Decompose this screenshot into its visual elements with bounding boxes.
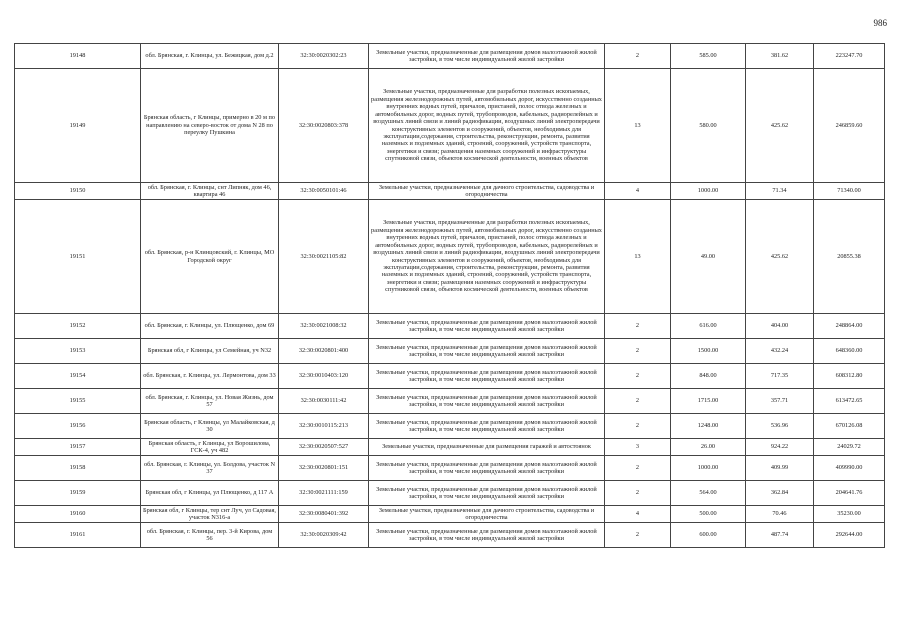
area-cell: 580.00 [671,69,746,183]
specific-value-cell: 425.62 [746,200,814,314]
area-cell: 49.00 [671,200,746,314]
usage-group-cell: 2 [605,389,671,414]
cadastral-value-cell: 35230.00 [814,506,885,523]
cadastral-value-cell: 248864.00 [814,314,885,339]
cadastral-number-cell: 32:30:0021111:159 [279,481,369,506]
record-id-cell: 19155 [15,389,141,414]
area-cell: 500.00 [671,506,746,523]
table-row [15,364,885,389]
usage-group-cell: 4 [605,506,671,523]
usage-group-cell: 2 [605,314,671,339]
cadastral-number-cell: 32:30:0020309:42 [279,523,369,548]
table-row [15,183,885,200]
area-cell: 1715.00 [671,389,746,414]
area-cell: 564.00 [671,481,746,506]
table-row [15,314,885,339]
specific-value-cell: 357.71 [746,389,814,414]
area-cell: 848.00 [671,364,746,389]
record-id-cell: 19157 [15,439,141,456]
record-id-cell: 19161 [15,523,141,548]
usage-group-cell: 2 [605,456,671,481]
specific-value-cell: 362.84 [746,481,814,506]
address-cell: Брянская область, г Клинцы, ул Малайковская, д 30 [141,414,279,439]
area-cell: 616.00 [671,314,746,339]
cadastral-value-cell: 24029.72 [814,439,885,456]
record-id-cell: 19160 [15,506,141,523]
usage-group-cell: 3 [605,439,671,456]
record-id-cell: 19148 [15,44,141,69]
table-row [15,456,885,481]
area-cell: 600.00 [671,523,746,548]
cadastral-number-cell: 32:30:0010115:213 [279,414,369,439]
land-use-cell: Земельные участки, предназначенные для дачного строительства, садоводства и огородничества [369,183,605,200]
specific-value-cell: 425.62 [746,69,814,183]
table-row [15,506,885,523]
cadastral-number-cell: 32:30:0021105:82 [279,200,369,314]
area-cell: 1000.00 [671,183,746,200]
address-cell: Брянская обл, г Клинцы, ул Плющенко, д 117 А [141,481,279,506]
record-id-cell: 19152 [15,314,141,339]
land-use-cell: Земельные участки, предназначенные для размещения домов малоэтажной жилой застройки, в том числе индивидуальной жилой застройки [369,44,605,69]
cadastral-number-cell: 32:30:0021008:32 [279,314,369,339]
usage-group-cell: 13 [605,200,671,314]
cadastral-value-cell: 223247.70 [814,44,885,69]
area-cell: 26.00 [671,439,746,456]
table-row [15,414,885,439]
usage-group-cell: 2 [605,44,671,69]
table-row [15,44,885,69]
address-cell: обл. Брянская, г. Клинцы, ул. Лермонтова, дом 33 [141,364,279,389]
usage-group-cell: 13 [605,69,671,183]
record-id-cell: 19159 [15,481,141,506]
cadastral-value-cell: 648360.00 [814,339,885,364]
usage-group-cell: 2 [605,481,671,506]
table-row [15,200,885,314]
land-use-cell: Земельные участки, предназначенные для разработки полезных ископаемых, размещения железнодорожных путей, автомобильных дорог, искусственно созданных внутренних водных путей, причалов, пристаней, полос отвода железных и автомобильных дорог, водных путей, трубопроводов, кабельных, радиорелейных и воздушных линий связи и линий радиофикации, воздушных линий электропередачи конструктивных элементов и сооружений, объектов, необходимых для эксплуатации,содержания, строительства, реконструкции, ремонта, развития наземных и подземных зданий, строений, сооружений, устройств транспорта, энергетики и связи; размещения наземных сооружений и инфраструктуры спутниковой связи, объектов космической деятельности, военных объектов [369,69,605,183]
table-row [15,339,885,364]
specific-value-cell: 432.24 [746,339,814,364]
address-cell: обл. Брянская, р-н Клинцовский, г. Клинцы, МО Городской округ [141,200,279,314]
specific-value-cell: 924.22 [746,439,814,456]
area-cell: 1500.00 [671,339,746,364]
address-cell: Брянская область, г Клинцы, примерно в 20 м по направлению на северо-восток от дома N 28 по переулку Пушкина [141,69,279,183]
address-cell: обл. Брянская, г. Клинцы, пер. 3-й Кирова, дом 56 [141,523,279,548]
usage-group-cell: 2 [605,414,671,439]
specific-value-cell: 717.35 [746,364,814,389]
land-use-cell: Земельные участки, предназначенные для дачного строительства, садоводства и огородничества [369,506,605,523]
record-id-cell: 19156 [15,414,141,439]
usage-group-cell: 2 [605,339,671,364]
address-cell: Брянская обл, г Клинцы, ул Семейная, уч N32 [141,339,279,364]
land-use-cell: Земельные участки, предназначенные для размещения домов малоэтажной жилой застройки, в том числе индивидуальной жилой застройки [369,389,605,414]
land-use-cell: Земельные участки, предназначенные для размещения домов малоэтажной жилой застройки, в том числе индивидуальной жилой застройки [369,456,605,481]
record-id-cell: 19153 [15,339,141,364]
cadastral-value-cell: 292644.00 [814,523,885,548]
cadastral-value-cell: 409990.00 [814,456,885,481]
cadastral-value-cell: 20855.38 [814,200,885,314]
cadastral-value-cell: 608312.80 [814,364,885,389]
cadastral-number-cell: 32:30:0080401:392 [279,506,369,523]
land-use-cell: Земельные участки, предназначенные для размещения домов малоэтажной жилой застройки, в том числе индивидуальной жилой застройки [369,314,605,339]
cadastral-number-cell: 32:30:0020801:151 [279,456,369,481]
specific-value-cell: 70.46 [746,506,814,523]
page-number: 986 [873,18,887,28]
usage-group-cell: 2 [605,523,671,548]
cadastral-number-cell: 32:30:0050101:46 [279,183,369,200]
table-row [15,523,885,548]
record-id-cell: 19151 [15,200,141,314]
land-use-cell: Земельные участки, предназначенные для разработки полезных ископаемых, размещения железнодорожных путей, автомобильных дорог, искусственно созданных внутренних водных путей, причалов, пристаней, полос отвода железных и автомобильных дорог, водных путей, трубопроводов, кабельных, радиорелейных и воздушных линий связи и линий радиофикации, воздушных линий электропередачи конструктивных элементов и сооружений, объектов, необходимых для эксплуатации,содержания, строительства, реконструкции, ремонта, развития наземных и подземных зданий, строений, сооружений, устройств транспорта, энергетики и связи; размещения наземных сооружений и инфраструктуры спутниковой связи, объектов космической деятельности, военных объектов [369,200,605,314]
cadastral-value-cell: 670126.08 [814,414,885,439]
specific-value-cell: 536.96 [746,414,814,439]
table-row [15,389,885,414]
specific-value-cell: 381.62 [746,44,814,69]
land-use-cell: Земельные участки, предназначенные для размещения домов малоэтажной жилой застройки, в том числе индивидуальной жилой застройки [369,523,605,548]
address-cell: обл. Брянская, г. Клинцы, ул. Бежицкая, дом д.2 [141,44,279,69]
land-use-cell: Земельные участки, предназначенные для размещения гаражей и автостоянок [369,439,605,456]
record-id-cell: 19149 [15,69,141,183]
address-cell: обл. Брянская, г. Клинцы, снт Липняк, дом 46, квартира 46 [141,183,279,200]
land-use-cell: Земельные участки, предназначенные для размещения домов малоэтажной жилой застройки, в том числе индивидуальной жилой застройки [369,364,605,389]
cadastral-value-cell: 613472.65 [814,389,885,414]
land-use-cell: Земельные участки, предназначенные для размещения домов малоэтажной жилой застройки, в том числе индивидуальной жилой застройки [369,481,605,506]
cadastral-value-table [14,43,885,548]
land-use-cell: Земельные участки, предназначенные для размещения домов малоэтажной жилой застройки, в том числе индивидуальной жилой застройки [369,339,605,364]
address-cell: Брянская область, г Клинцы, ул Ворошилова, ГСК-4, уч 482 [141,439,279,456]
table-row [15,69,885,183]
cadastral-value-cell: 246859.60 [814,69,885,183]
land-use-cell: Земельные участки, предназначенные для размещения домов малоэтажной жилой застройки, в том числе индивидуальной жилой застройки [369,414,605,439]
specific-value-cell: 409.99 [746,456,814,481]
cadastral-number-cell: 32:30:0020302:23 [279,44,369,69]
cadastral-number-cell: 32:30:0020803:378 [279,69,369,183]
specific-value-cell: 71.34 [746,183,814,200]
table-row [15,439,885,456]
cadastral-number-cell: 32:30:0030111:42 [279,389,369,414]
record-id-cell: 19150 [15,183,141,200]
record-id-cell: 19158 [15,456,141,481]
area-cell: 1000.00 [671,456,746,481]
cadastral-number-cell: 32:30:0010403:120 [279,364,369,389]
address-cell: обл. Брянская, г. Клинцы, ул. Плющенко, дом 69 [141,314,279,339]
area-cell: 585.00 [671,44,746,69]
cadastral-number-cell: 32:30:0020801:400 [279,339,369,364]
area-cell: 1248.00 [671,414,746,439]
cadastral-value-cell: 71340.00 [814,183,885,200]
cadastral-value-cell: 204641.76 [814,481,885,506]
address-cell: Брянская обл, г Клинцы, тер снт Луч, ул Садовая, участок N316-а [141,506,279,523]
table-row [15,481,885,506]
cadastral-number-cell: 32:30:0020507:527 [279,439,369,456]
specific-value-cell: 404.00 [746,314,814,339]
record-id-cell: 19154 [15,364,141,389]
address-cell: обл. Брянская, г. Клинцы, ул. Новая Жизнь, дом 57 [141,389,279,414]
usage-group-cell: 4 [605,183,671,200]
usage-group-cell: 2 [605,364,671,389]
address-cell: обл. Брянская, г. Клинцы, ул. Болдова, участок N 37 [141,456,279,481]
specific-value-cell: 487.74 [746,523,814,548]
